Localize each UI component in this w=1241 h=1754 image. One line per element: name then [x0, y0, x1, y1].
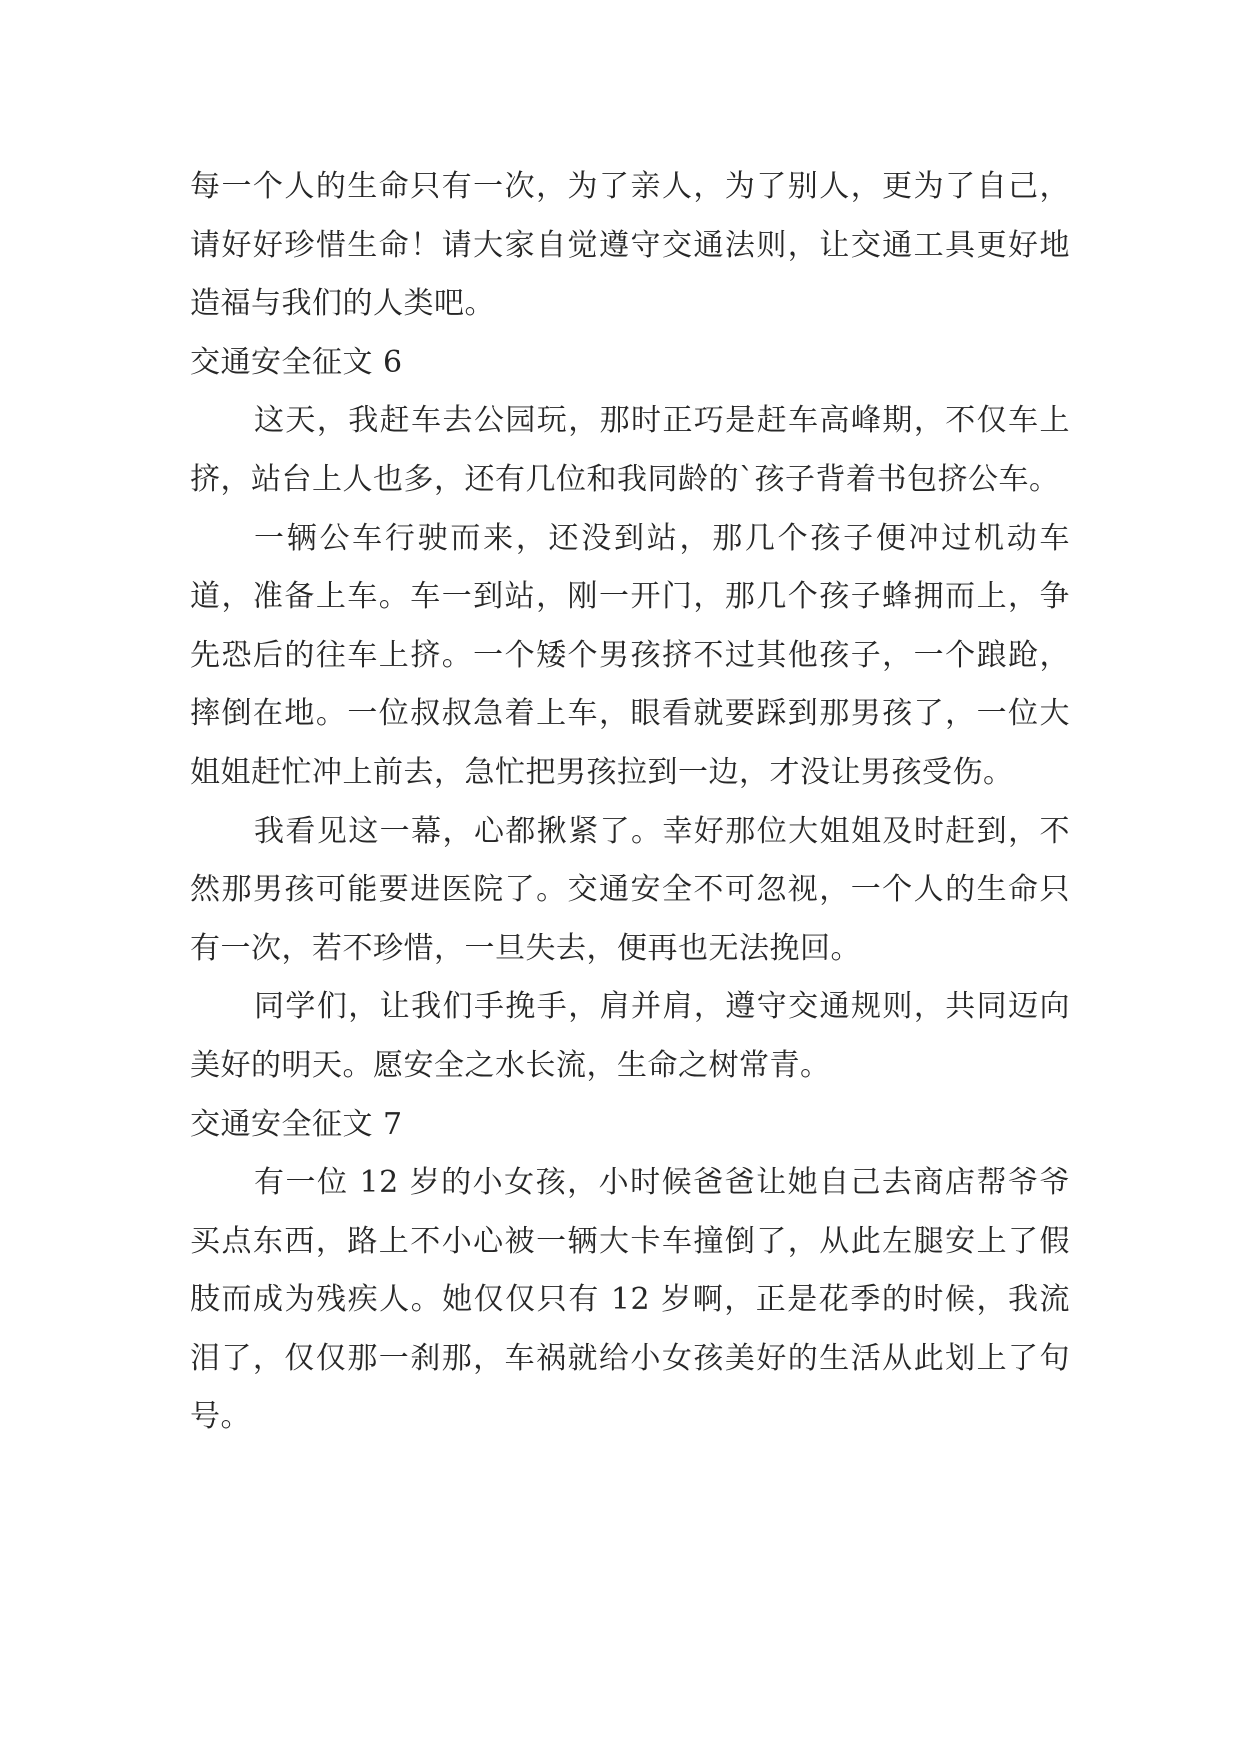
document-body — [190, 158, 1070, 1447]
section-heading-6: 交通安全征文 6 — [190, 344, 403, 380]
section-heading-7: 交通安全征文 7 — [190, 1106, 403, 1142]
paragraph-intro: 每一个人的生命只有一次，为了亲人，为了别人，更为了自己，请好好珍惜生命！请大家自觉遵守交通法则，让交通工具更好地造福与我们的人类吧。 — [190, 169, 1070, 322]
paragraph-6-1: 这天，我赶车去公园玩，那时正巧是赶车高峰期，不仅车上挤，站台上人也多，还有几位和我同龄的`孩子背着书包挤公车。 — [190, 403, 1070, 497]
paragraph-7-1: 有一位 12 岁的小女孩，小时候爸爸让她自己去商店帮爷爷买点东西，路上不小心被一辆大卡车撞倒了，从此左腿安上了假肢而成为残疾人。她仅仅只有 12 岁啊，正是花季的时候，我流泪了，仅仅那一刹那，车祸就给小女孩美好的生活从此划上了句号。 — [190, 1165, 1070, 1435]
paragraph-6-3: 我看见这一幕，心都揪紧了。幸好那位大姐姐及时赶到，不然那男孩可能要进医院了。交通安全不可忽视，一个人的生命只有一次，若不珍惜，一旦失去，便再也无法挽回。 — [190, 813, 1070, 966]
paragraph-6-4: 同学们，让我们手挽手，肩并肩，遵守交通规则，共同迈向美好的明天。愿安全之水长流，生命之树常青。 — [190, 989, 1070, 1083]
paragraph-6-2: 一辆公车行驶而来，还没到站，那几个孩子便冲过机动车道，准备上车。车一到站，刚一开门，那几个孩子蜂拥而上，争先恐后的往车上挤。一个矮个男孩挤不过其他孩子，一个踉跄，摔倒在地。一位叔叔急着上车，眼看就要踩到那男孩了，一位大姐姐赶忙冲上前去，急忙把男孩拉到一边，才没让男孩受伤。 — [190, 520, 1070, 790]
